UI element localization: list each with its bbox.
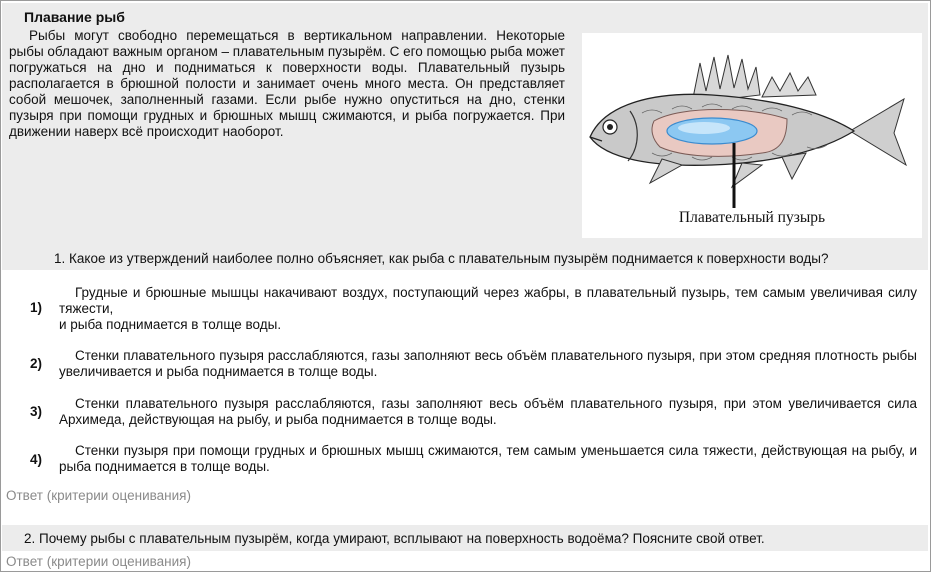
answer-criteria-link-2[interactable]: Ответ (критерии оценивания) bbox=[6, 554, 191, 569]
intro-paragraph: Рыбы могут свободно перемещаться в вертикальном направлении. Некоторые рыбы обладают важным органом – плавательным пузырём. С его помощью рыба может погружаться на дно и подниматься к поверхности воды. Плавательный пузырь располагается в брюшной полости и занимает очень много места. Он представляет собой мешочек, заполненный газами. Если рыбе нужно опуститься на дно, стенки пузыря при помощи грудных и брюшных мышц сжимаются, и рыба погружается. При движении наверх всё происходит наоборот. bbox=[9, 28, 565, 139]
question-2-text: 2. Почему рыбы с плавательным пузырём, когда умирают, всплывают на поверхность водоёма? Поясните свой ответ. bbox=[24, 531, 765, 546]
intro-section bbox=[2, 3, 928, 270]
answer-criteria-link-1[interactable]: Ответ (критерии оценивания) bbox=[6, 488, 191, 503]
option-number: 1) bbox=[30, 300, 43, 315]
option-number: 2) bbox=[30, 356, 43, 371]
option-text: Стенки плавательного пузыря расслабляются, газы заполняют весь объём плавательного пузыря, при этом средняя плотность рыбы увеличивается и рыба поднимается в толще воды. bbox=[59, 348, 917, 379]
fish-illustration bbox=[582, 33, 922, 208]
option-text: Стенки плавательного пузыря расслабляются, газы заполняют весь объём плавательного пузыря, при этом увеличивается сила Архимеда, действующая на рыбу, и рыба поднимается в толще воды. bbox=[59, 396, 917, 427]
section-title: Плавание рыб bbox=[24, 9, 125, 25]
option-text bbox=[59, 285, 917, 333]
question-1-text: 1. Какое из утверждений наиболее полно объясняет, как рыба с плавательным пузырём поднимается к поверхности воды? bbox=[54, 251, 829, 266]
option-text: Стенки пузыря при помощи грудных и брюшных мышц сжимаются, тем самым уменьшается сила тяжести, действующая на рыбу, и рыба поднимается в толще воды. bbox=[59, 443, 917, 474]
fish-figure bbox=[582, 33, 922, 238]
option-text-line: и рыба поднимается в толще воды. bbox=[59, 317, 282, 332]
option-number: 4) bbox=[30, 452, 43, 467]
option-text-line: Грудные и брюшные мышцы накачивают воздух, поступающий через жабры, в плавательный пузырь, тем самым увеличивая силу тяжести, bbox=[59, 285, 917, 316]
option-number: 3) bbox=[30, 404, 43, 419]
figure-caption: Плавательный пузырь bbox=[678, 209, 826, 226]
